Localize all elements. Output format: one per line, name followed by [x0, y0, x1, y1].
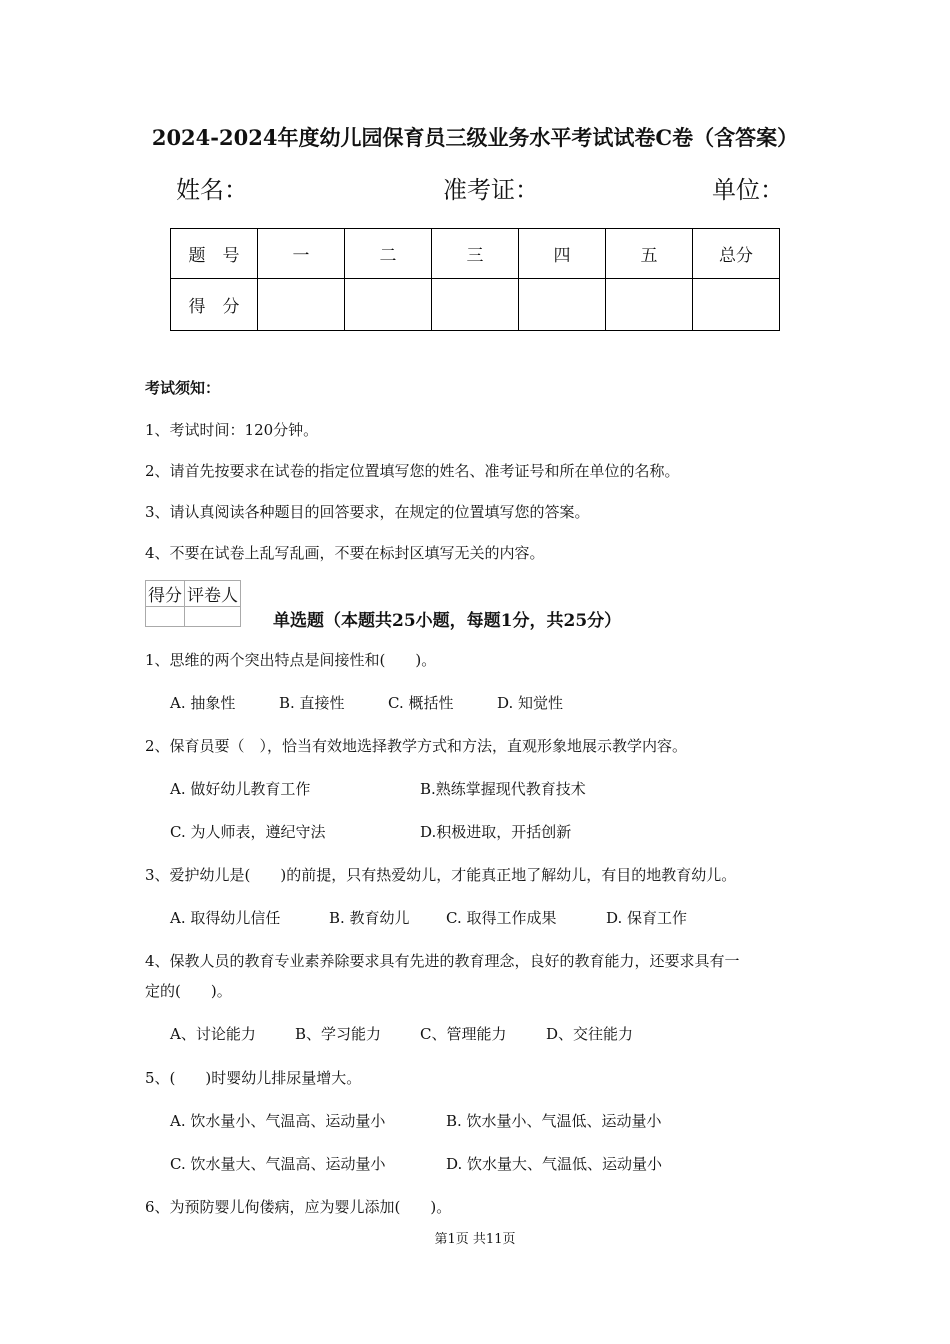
option: C. 概括性: [388, 694, 454, 712]
notice-item: 4、不要在试卷上乱写乱画，不要在标封区填写无关的内容。: [145, 544, 545, 562]
score-row-label: 得 分: [171, 279, 258, 331]
score-cell: [432, 279, 519, 331]
score-table-score-row: [171, 279, 780, 331]
question-stem-continued: 定的( )。: [145, 982, 232, 1000]
score-table-header-cell: 三: [432, 229, 519, 279]
option: D. 饮水量大、气温低、运动量小: [446, 1155, 663, 1173]
option: A、讨论能力: [170, 1025, 256, 1043]
unit-field-label: 单位：: [712, 176, 784, 204]
score-table-header-cell: 总分: [693, 229, 780, 279]
option: B、学习能力: [295, 1025, 382, 1043]
question-stem: 2、保育员要（ ），恰当有效地选择教学方式和方法，直观形象地展示教学内容。: [145, 737, 688, 755]
question-stem: 3、爱护幼儿是( )的前提，只有热爱幼儿，才能真正地了解幼儿，有目的地教育幼儿。: [145, 866, 737, 884]
question-stem: 5、( )时婴幼儿排尿量增大。: [145, 1069, 362, 1087]
option: B. 饮水量小、气温低、运动量小: [446, 1112, 662, 1130]
score-cell: [693, 279, 780, 331]
grader-reviewer-label: 评卷人: [185, 581, 241, 607]
score-cell: [345, 279, 432, 331]
grader-score-cell: [146, 607, 185, 627]
option: A. 抽象性: [170, 694, 236, 712]
notice-heading: 考试须知：: [145, 379, 221, 397]
score-table-header-cell: 二: [345, 229, 432, 279]
score-table-header-cell: 一: [258, 229, 345, 279]
score-table-header-cell: 五: [606, 229, 693, 279]
option: D.积极进取，开括创新: [420, 823, 572, 841]
score-table: [170, 228, 780, 331]
option: D、交往能力: [546, 1025, 634, 1043]
score-cell: [606, 279, 693, 331]
option: A. 取得幼儿信任: [170, 909, 281, 927]
page-footer: 第1页 共11页: [434, 1232, 516, 1247]
grader-reviewer-cell: [185, 607, 241, 627]
question-stem: 1、思维的两个突出特点是间接性和( )。: [145, 651, 437, 669]
section-title: 单选题（本题共25小题，每题1分，共25分）: [273, 611, 622, 631]
option: C. 为人师表，遵纪守法: [170, 823, 326, 841]
score-cell: [519, 279, 606, 331]
grader-score-label: 得分: [146, 581, 185, 607]
document-title: 2024-2024年度幼儿园保育员三级业务水平考试试卷C卷（含答案）: [151, 125, 799, 150]
notice-item: 1、考试时间：120分钟。: [145, 421, 319, 439]
grader-box: [145, 580, 241, 627]
score-table-header-cell: 四: [519, 229, 606, 279]
option: D. 知觉性: [497, 694, 564, 712]
name-field-label: 姓名：: [176, 176, 248, 204]
score-table-header-row: [171, 229, 780, 279]
score-cell: [258, 279, 345, 331]
option: B. 直接性: [279, 694, 345, 712]
exam-id-field-label: 准考证：: [443, 176, 539, 204]
notice-item: 3、请认真阅读各种题目的回答要求，在规定的位置填写您的答案。: [145, 503, 590, 521]
option: A. 饮水量小、气温高、运动量小: [170, 1112, 386, 1130]
option: C. 取得工作成果: [446, 909, 557, 927]
option: C. 饮水量大、气温高、运动量小: [170, 1155, 386, 1173]
option: D. 保育工作: [606, 909, 688, 927]
option: C、管理能力: [420, 1025, 507, 1043]
score-table-header-cell: 题 号: [171, 229, 258, 279]
option: A. 做好幼儿教育工作: [170, 780, 311, 798]
notice-item: 2、请首先按要求在试卷的指定位置填写您的姓名、准考证号和所在单位的名称。: [145, 462, 680, 480]
question-stem: 6、为预防婴儿佝偻病，应为婴儿添加( )。: [145, 1198, 452, 1216]
question-stem: 4、保教人员的教育专业素养除要求具有先进的教育理念，良好的教育能力，还要求具有一: [145, 952, 740, 970]
option: B.熟练掌握现代教育技术: [420, 780, 586, 798]
option: B. 教育幼儿: [329, 909, 410, 927]
